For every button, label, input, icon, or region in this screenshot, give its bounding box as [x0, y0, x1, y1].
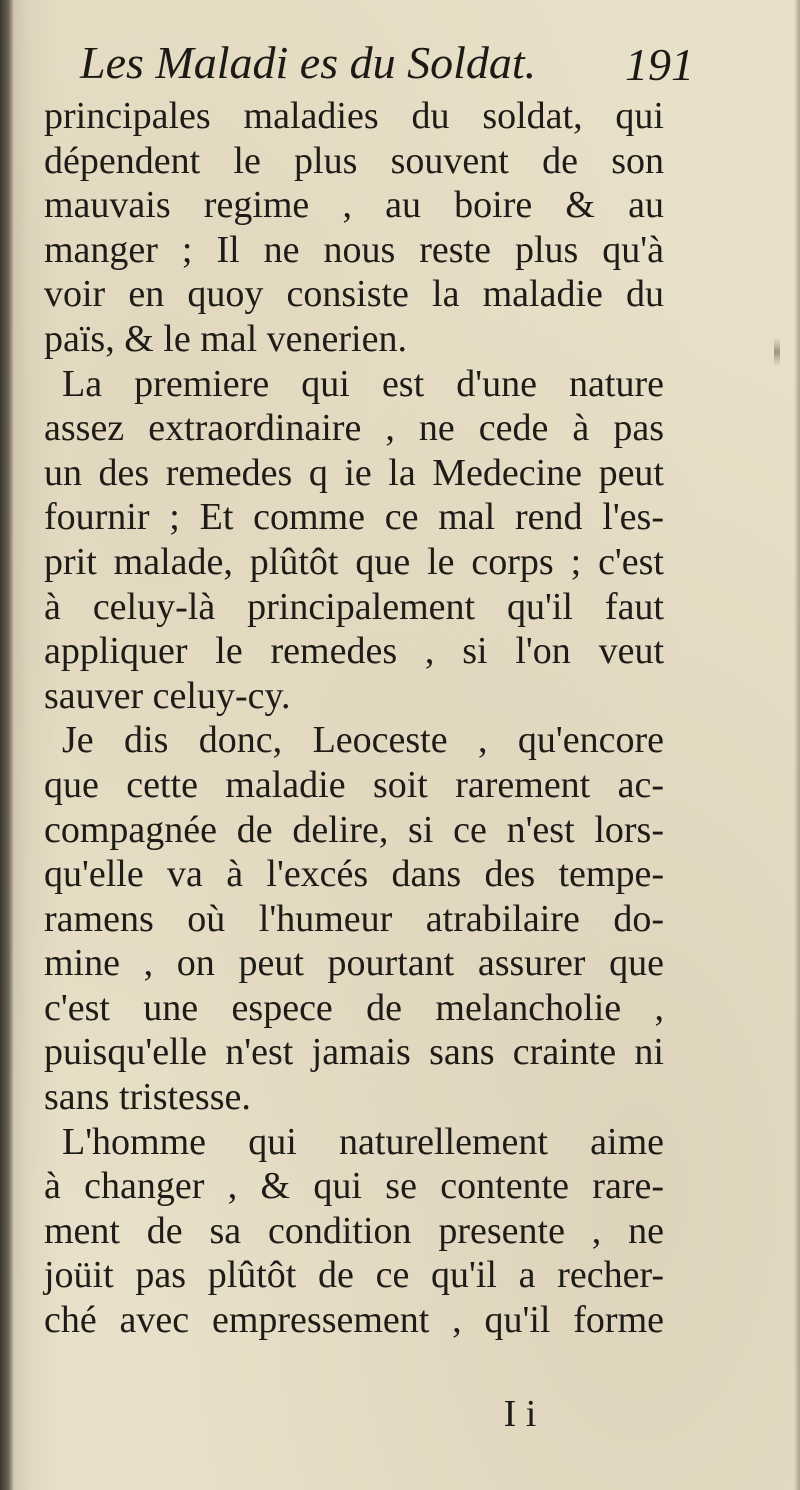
text-line: c'est une espece de melancholie ,	[44, 986, 664, 1029]
text-line: principales maladies du soldat, qui	[44, 95, 664, 137]
text-line: sauver celuy-cy.	[44, 674, 291, 717]
running-head	[50, 36, 694, 96]
text-line: voir en quoy consiste la maladie du	[44, 273, 664, 316]
text-line: à celuy-là principalement qu'il faut	[44, 585, 664, 628]
text-line: dépendent le plus souvent de son	[44, 139, 664, 182]
text-line: païs, & le mal venerien.	[44, 317, 407, 360]
running-title: Les Maladi es du Soldat.	[80, 37, 537, 88]
binding-gutter	[0, 0, 14, 1490]
text-line: ramens où l'humeur atrabilaire do-	[44, 897, 664, 940]
text-line: à changer , & qui se contente rare-	[44, 1165, 664, 1208]
text-line: puisqu'elle n'est jamais sans crainte ni	[44, 1031, 664, 1074]
text-line: fournir ; Et comme ce mal rend l'es-	[44, 496, 664, 539]
catchword: I i	[503, 1393, 537, 1435]
paper-speck	[774, 338, 780, 366]
page-number: 191	[625, 39, 694, 90]
text-line: ment de sa condition presente , ne	[44, 1209, 664, 1252]
text-line: mine , on peut pourtant assurer que	[44, 942, 664, 985]
text-line: prit malade, plûtôt que le corps ; c'est	[44, 540, 664, 583]
text-line: appliquer le remedes , si l'on veut	[44, 630, 664, 673]
page-edge	[794, 0, 800, 1490]
text-line: ché avec empressement , qu'il forme	[44, 1299, 664, 1342]
text-line: Je dis donc, Leoceste , qu'encore	[62, 719, 664, 762]
body-text	[44, 94, 664, 1343]
text-line: que cette maladie soit rarement ac-	[44, 763, 664, 806]
text-line: manger ; Il ne nous reste plus qu'à	[44, 228, 664, 271]
text-line: un des remedes q ie la Medecine peut	[44, 451, 664, 494]
text-line: compagnée de delire, si ce n'est lors-	[44, 808, 664, 851]
text-line: joüit pas plûtôt de ce qu'il a recher-	[44, 1254, 664, 1297]
text-line: mauvais regime , au boire & au	[44, 184, 664, 227]
text-line: qu'elle va à l'excés dans des tempe-	[44, 853, 664, 896]
text-line: assez extraordinaire , ne cede à pas	[44, 407, 664, 450]
text-line: sans tristesse.	[44, 1076, 251, 1119]
text-line: L'homme qui naturellement aime	[62, 1120, 664, 1163]
text-line: La premiere qui est d'une nature	[62, 362, 664, 405]
